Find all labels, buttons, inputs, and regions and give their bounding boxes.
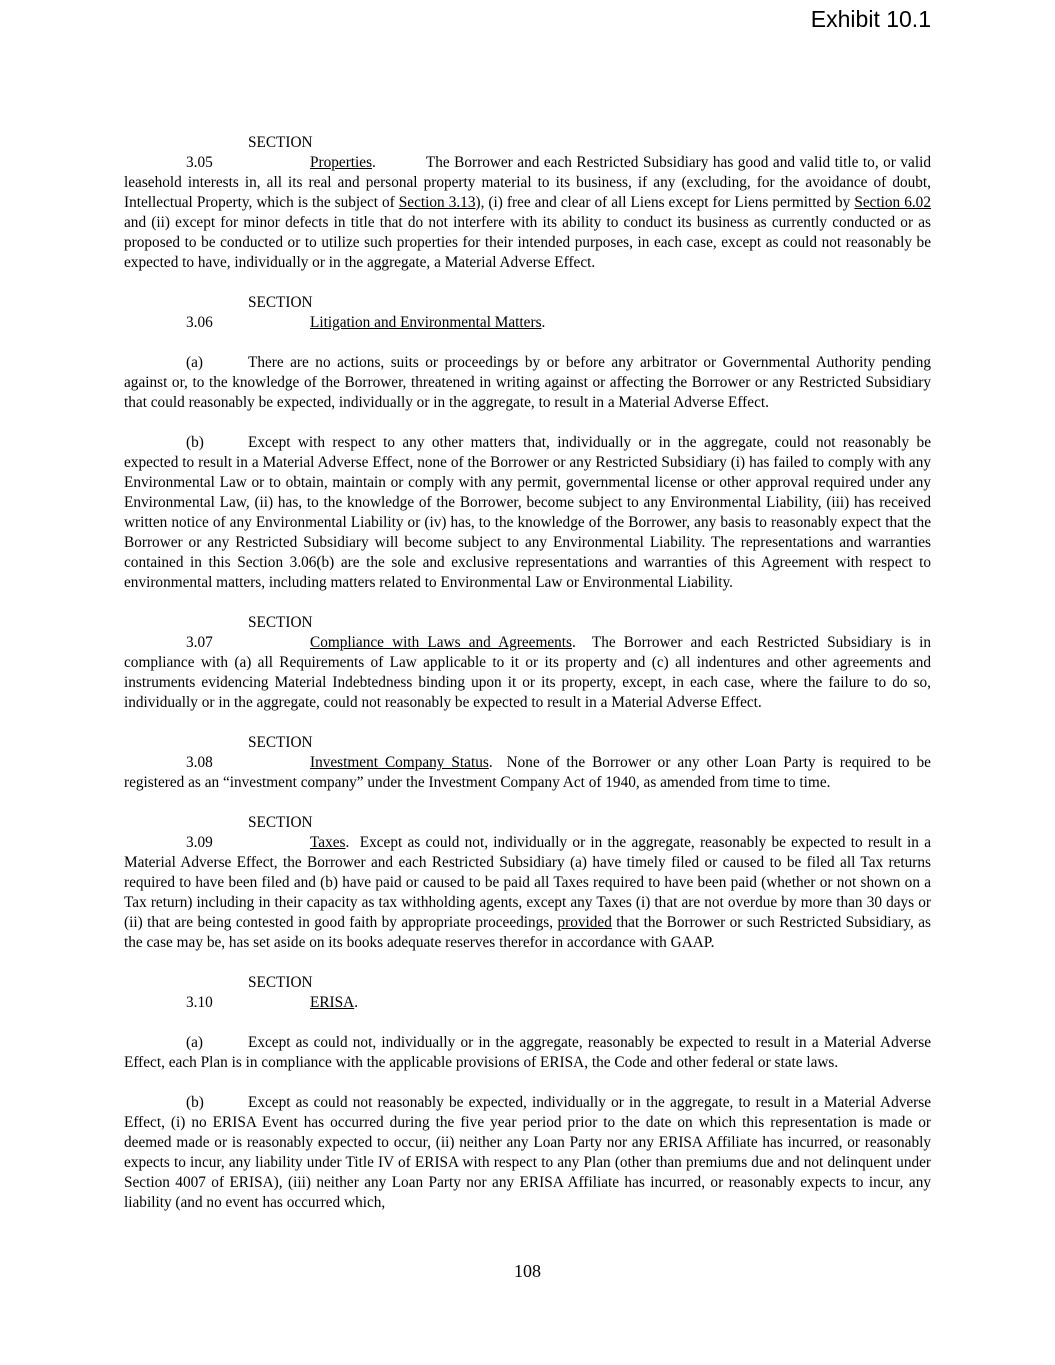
section-3-06-heading: SECTION 3.06 Litigation and Environmental Matters. — [186, 294, 546, 331]
section-number: SECTION 3.06 — [186, 294, 313, 331]
provided-term: provided — [557, 914, 612, 931]
section-title: ERISA — [310, 994, 355, 1011]
section-3-06-a — [124, 353, 931, 413]
clause-text: Except as could not reasonably be expected, individually or in the aggregate, to result in a Material Adverse Effect, (i) no ERISA Event has occurred during the five year period prior to the date on which this representation is made or deemed made or is reasonably expected to occur, (ii) neither any Loan Party nor any ERISA Affiliate has incurred, or reasonably expects to incur, any liability under Title IV of ERISA with respect to any Plan (other than premiums due and not delinquent under Section 4007 of ERISA), (iii) neither any Loan Party nor any ERISA Affiliate has incurred, or reasonably expects to incur, any liability (and no event has occurred which, — [124, 1094, 931, 1211]
section-number: SECTION 3.09 — [186, 814, 313, 851]
document-body — [124, 133, 931, 1213]
section-text: that the Borrower or such Restricted Subsidiary, as the case may be, has set aside on its books adequate reserves therefor in accordance with GAAP. — [124, 914, 931, 951]
clause-label: (a) — [186, 1034, 203, 1051]
section-text: Except as could not, individually or in the aggregate, reasonably be expected to result in a Material Adverse Effect, the Borrower and each Restricted Subsidiary (a) have timely filed or caused to be filed all Tax returns required to have been filed and (b) have paid or caused to be paid all Taxes required to have been paid (whether or not shown on a Tax return) including in their capacity as tax withholding agents, except any Taxes (i) that are not overdue by more than 30 days or (ii) that are being contested in good faith by appropriate proceedings, — [124, 834, 931, 931]
section-number: SECTION 3.10 — [186, 974, 313, 1011]
section-3-08: SECTION 3.08 Investment Company Status. None of the Borrower or any other Loan Party is required to be registered as an “investment company” under the Investment Company Act of 1940, as amended from time to time. — [124, 734, 931, 791]
section-text: and (ii) except for minor defects in title that do not interfere with its ability to conduct its business as currently conducted or as proposed to be conducted or to utilize such properties for their intended purposes, in each case, except as could not reasonably be expected to have, individually or in the aggregate, a Material Adverse Effect. — [124, 214, 931, 271]
cross-reference: Section 3.13 — [398, 194, 476, 211]
section-title: Investment Company Status — [310, 754, 489, 771]
section-text: ), (i) free and clear of all Liens except for Liens permitted by — [475, 194, 855, 211]
section-title: Litigation and Environmental Matters — [310, 314, 542, 331]
section-text: None of the Borrower or any other Loan Party is required to be registered as an “investment company” under the Investment Company Act of 1940, as amended from time to time. — [124, 754, 931, 791]
clause-text: There are no actions, suits or proceedings by or before any arbitrator or Governmental Authority pending against or, to the knowledge of the Borrower, threatened in writing against or affecting the Borrower or any Restricted Subsidiary that could reasonably be expected, individually or in the aggregate, to result in a Material Adverse Effect. — [124, 354, 931, 411]
section-title: Taxes — [310, 834, 346, 851]
section-text: The Borrower and each Restricted Subsidiary has good and valid title to, or valid leasehold interests in, all its real and personal property material to its business, if any (excluding, for the avoidance of doubt, Intellectual Property, which is the subject of — [124, 154, 931, 211]
section-3-10-heading: SECTION 3.10 ERISA. — [186, 974, 359, 1011]
section-3-05: SECTION 3.05 Properties. The Borrower and each Restricted Subsidiary has good and valid title to, or valid leasehold interests in, all its real and personal property material to its business, if any (excluding, for the avoidance of doubt, Intellectual Property, which is the subject of Section 3.13), (i) free and clear of all Liens except for Liens permitted by Section 6.02 and (ii) except for minor defects in title that do not interfere with its ability to conduct its business as currently conducted or as proposed to be conducted or to utilize such properties for their intended purposes, in each case, except as could not reasonably be expected to have, individually or in the aggregate, a Material Adverse Effect. — [124, 134, 931, 271]
section-title: Properties — [310, 154, 373, 171]
section-3-09: SECTION 3.09 Taxes. Except as could not, individually or in the aggregate, reasonably be expected to result in a Material Adverse Effect, the Borrower and each Restricted Subsidiary (a) have timely filed or caused to be filed all Tax returns required to have been filed and (b) have paid or caused to be paid all Taxes required to have been paid (whether or not shown on a Tax return) including in their capacity as tax withholding agents, except any Taxes (i) that are not overdue by more than 30 days or (ii) that are being contested in good faith by appropriate proceedings, provided that the Borrower or such Restricted Subsidiary, as the case may be, has set aside on its books adequate reserves therefor in accordance with GAAP. — [124, 814, 931, 951]
section-number: SECTION 3.08 — [186, 734, 313, 771]
section-number: SECTION 3.07 — [186, 614, 313, 651]
section-3-10-a — [124, 1033, 931, 1073]
section-text: The Borrower and each Restricted Subsidiary is in compliance with (a) all Requirements of Law applicable to it or its property and (c) all indentures and other agreements and instruments evidencing Material Indebtedness binding upon it or its property, except, in each case, where the failure to do so, individually or in the aggregate, could not reasonably be expected to result in a Material Adverse Effect. — [124, 634, 931, 711]
clause-label: (a) — [186, 354, 203, 371]
clause-text: Except as could not, individually or in the aggregate, reasonably be expected to result in a Material Adverse Effect, each Plan is in compliance with the applicable provisions of ERISA, the Code and other federal or state laws. — [124, 1034, 931, 1071]
section-3-06-b — [124, 433, 931, 593]
section-number: SECTION 3.05 — [186, 134, 313, 171]
page-number: 108 — [514, 1261, 541, 1281]
clause-label: (b) — [186, 1094, 204, 1111]
clause-text: Except with respect to any other matters that, individually or in the aggregate, could not reasonably be expected to result in a Material Adverse Effect, none of the Borrower or any Restricted Subsidiary (i) has failed to comply with any Environmental Law or to obtain, maintain or comply with any permit, governmental license or other approval required under any Environmental Law, (ii) has, to the knowledge of the Borrower, become subject to any Environmental Liability, (iii) has received written notice of any Environmental Liability or (iv) has, to the knowledge of the Borrower, any basis to reasonably expect that the Borrower or any Restricted Subsidiary will become subject to any Environmental Liability. The representations and warranties contained in this Section 3.06(b) are the sole and exclusive representations and warranties of this Agreement with respect to environmental matters, including matters related to Environmental Law or Environmental Liability. — [124, 434, 931, 591]
section-title: Compliance with Laws and Agreements — [310, 634, 572, 651]
section-3-07: SECTION 3.07 Compliance with Laws and Agreements. The Borrower and each Restricted Subsidiary is in compliance with (a) all Requirements of Law applicable to it or its property and (c) all indentures and other agreements and instruments evidencing Material Indebtedness binding upon it or its property, except, in each case, where the failure to do so, individually or in the aggregate, could not reasonably be expected to result in a Material Adverse Effect. — [124, 614, 931, 711]
clause-label: (b) — [186, 434, 204, 451]
cross-reference: Section 6.02 — [854, 194, 931, 211]
section-3-10-b — [124, 1093, 931, 1213]
exhibit-label: Exhibit 10.1 — [810, 6, 931, 32]
